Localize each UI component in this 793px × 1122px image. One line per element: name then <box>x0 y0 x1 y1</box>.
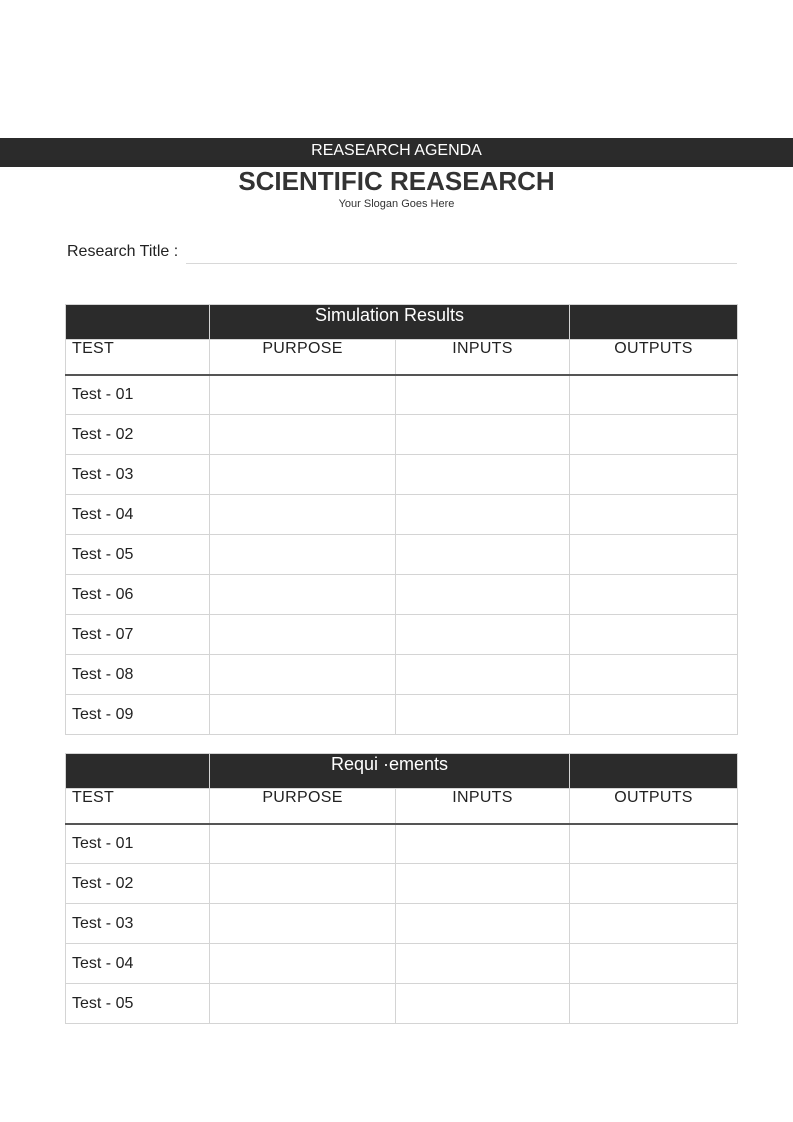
inputs-cell[interactable] <box>396 615 570 655</box>
outputs-cell[interactable] <box>570 375 738 415</box>
column-header-outputs: OUTPUTS <box>570 789 738 824</box>
purpose-cell[interactable] <box>210 375 396 415</box>
outputs-cell[interactable] <box>570 535 738 575</box>
table-caption: Simulation Results <box>210 305 570 340</box>
caption-cell <box>570 754 738 789</box>
caption-cell <box>66 754 210 789</box>
column-header-row <box>66 789 738 824</box>
caption-cell <box>570 305 738 340</box>
outputs-cell[interactable] <box>570 495 738 535</box>
test-label: Test - 02 <box>66 415 210 455</box>
table-caption: Requi ·ements <box>210 754 570 789</box>
outputs-cell[interactable] <box>570 455 738 495</box>
column-header-test: TEST <box>66 789 210 824</box>
column-header-purpose: PURPOSE <box>210 340 396 375</box>
requirements-table <box>65 753 738 1024</box>
table-caption-row <box>66 305 738 340</box>
inputs-cell[interactable] <box>396 904 570 944</box>
outputs-cell[interactable] <box>570 575 738 615</box>
slogan: Your Slogan Goes Here <box>338 198 455 210</box>
inputs-cell[interactable] <box>396 495 570 535</box>
column-header-purpose: PURPOSE <box>210 789 396 824</box>
table-row <box>66 904 738 944</box>
table-row <box>66 375 738 415</box>
caption-cell <box>66 305 210 340</box>
column-header-inputs: INPUTS <box>396 789 570 824</box>
document-title: SCIENTIFIC REASEARCH <box>238 166 555 196</box>
outputs-cell[interactable] <box>570 824 738 864</box>
purpose-cell[interactable] <box>210 864 396 904</box>
test-label: Test - 01 <box>66 375 210 415</box>
table-caption-row <box>66 754 738 789</box>
inputs-cell[interactable] <box>396 535 570 575</box>
purpose-cell[interactable] <box>210 575 396 615</box>
outputs-cell[interactable] <box>570 944 738 984</box>
inputs-cell[interactable] <box>396 655 570 695</box>
test-label: Test - 02 <box>66 864 210 904</box>
outputs-cell[interactable] <box>570 615 738 655</box>
purpose-cell[interactable] <box>210 824 396 864</box>
research-title-label: Research Title : <box>67 243 179 260</box>
test-label: Test - 01 <box>66 824 210 864</box>
outputs-cell[interactable] <box>570 904 738 944</box>
outputs-cell[interactable] <box>570 695 738 735</box>
inputs-cell[interactable] <box>396 944 570 984</box>
test-label: Test - 08 <box>66 655 210 695</box>
column-header-test: TEST <box>66 340 210 375</box>
table-row <box>66 655 738 695</box>
table-row <box>66 984 738 1024</box>
table-row <box>66 615 738 655</box>
purpose-cell[interactable] <box>210 655 396 695</box>
purpose-cell[interactable] <box>210 695 396 735</box>
agenda-banner: REASEARCH AGENDA <box>0 138 793 167</box>
table-row <box>66 495 738 535</box>
test-label: Test - 07 <box>66 615 210 655</box>
test-label: Test - 03 <box>66 904 210 944</box>
inputs-cell[interactable] <box>396 415 570 455</box>
outputs-cell[interactable] <box>570 864 738 904</box>
test-label: Test - 09 <box>66 695 210 735</box>
test-label: Test - 06 <box>66 575 210 615</box>
inputs-cell[interactable] <box>396 695 570 735</box>
table-row <box>66 575 738 615</box>
table-row <box>66 864 738 904</box>
table-row <box>66 415 738 455</box>
test-label: Test - 05 <box>66 984 210 1024</box>
test-label: Test - 03 <box>66 455 210 495</box>
inputs-cell[interactable] <box>396 455 570 495</box>
test-label: Test - 04 <box>66 495 210 535</box>
purpose-cell[interactable] <box>210 415 396 455</box>
purpose-cell[interactable] <box>210 615 396 655</box>
simulation-results-table <box>65 304 738 735</box>
column-header-inputs: INPUTS <box>396 340 570 375</box>
purpose-cell[interactable] <box>210 535 396 575</box>
column-header-row <box>66 340 738 375</box>
test-label: Test - 04 <box>66 944 210 984</box>
purpose-cell[interactable] <box>210 455 396 495</box>
column-header-outputs: OUTPUTS <box>570 340 738 375</box>
table-row <box>66 944 738 984</box>
outputs-cell[interactable] <box>570 984 738 1024</box>
table-row <box>66 824 738 864</box>
inputs-cell[interactable] <box>396 824 570 864</box>
outputs-cell[interactable] <box>570 415 738 455</box>
table-row <box>66 535 738 575</box>
inputs-cell[interactable] <box>396 864 570 904</box>
purpose-cell[interactable] <box>210 904 396 944</box>
table-row <box>66 455 738 495</box>
inputs-cell[interactable] <box>396 375 570 415</box>
outputs-cell[interactable] <box>570 655 738 695</box>
inputs-cell[interactable] <box>396 575 570 615</box>
purpose-cell[interactable] <box>210 984 396 1024</box>
table-row <box>66 695 738 735</box>
research-title-field[interactable] <box>186 263 737 264</box>
purpose-cell[interactable] <box>210 495 396 535</box>
test-label: Test - 05 <box>66 535 210 575</box>
inputs-cell[interactable] <box>396 984 570 1024</box>
purpose-cell[interactable] <box>210 944 396 984</box>
